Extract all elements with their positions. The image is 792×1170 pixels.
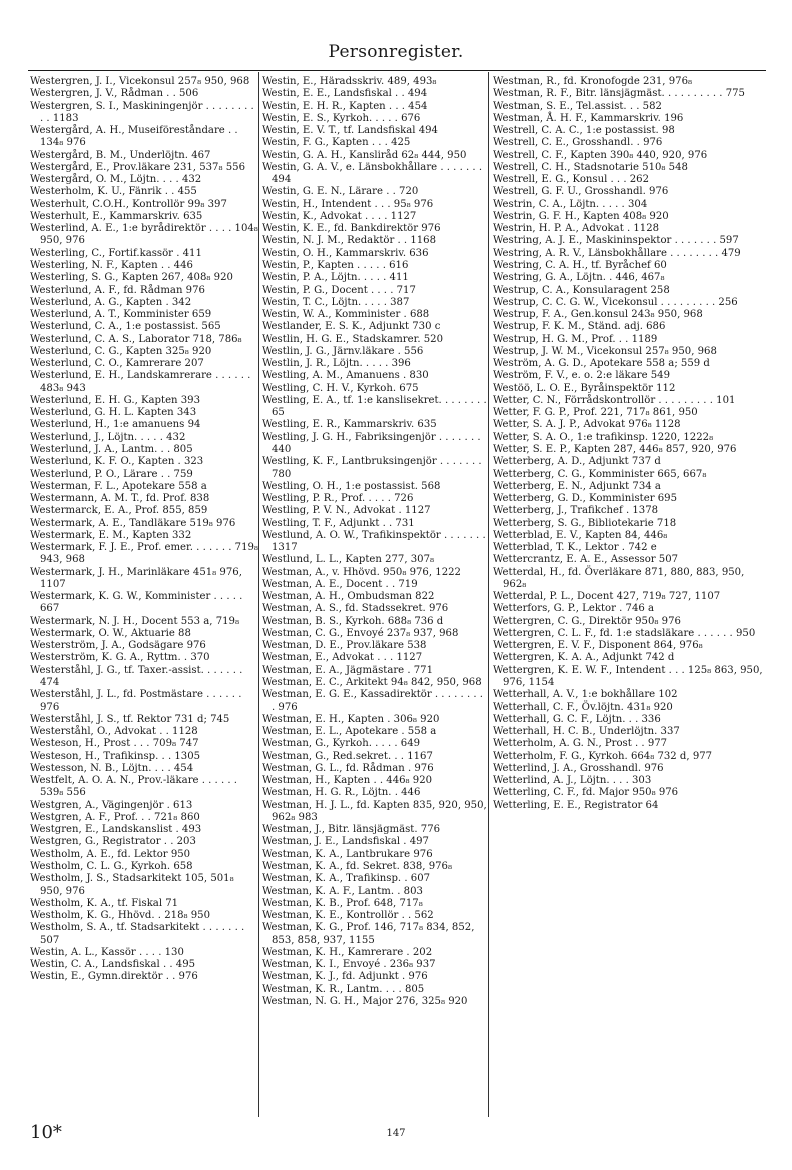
register-entry: Westman, K. A. F., Lantm. . 803	[262, 885, 423, 897]
register-entry: Wetterberg, J., Trafikchef . 1378	[493, 505, 659, 517]
register-entry: Westin, G. A. V., e. Länsbokhållare . . . . . . . 494	[262, 161, 483, 186]
register-entry: Weström, F. V., e. o. 2:e läkare 549	[493, 370, 671, 382]
register-entry: Westerlund, P. O., Lärare . . 759	[30, 468, 193, 480]
register-entry: Wetterblad, T. K., Lektor . 742 e	[493, 542, 657, 554]
register-entry: Westermark, N. J. H., Docent 553 a, 719₈	[30, 615, 240, 627]
register-entry: Westman, K. H., Kamrerare . 202	[262, 946, 433, 958]
register-entry: Westerståhl, J. S., tf. Rektor 731 d; 745	[30, 713, 230, 725]
register-entry: Weström, A. G. D., Apotekare 558 a; 559 d	[493, 358, 710, 370]
register-entry: Westring, G. A., Löjtn. . 446, 467₈	[493, 272, 665, 284]
register-entry: Westin, C. A., Landsfiskal . . 495	[30, 959, 196, 971]
register-entry: Westman, K. E., Kontrollör . . 562	[262, 910, 434, 922]
register-entry: Westergren, J. I., Vicekonsul 257₈ 950, 968	[30, 76, 250, 87]
register-entry: Westin, F. G., Kapten . . . 425	[262, 137, 411, 149]
register-entry: Wettergren, C. G., Direktör 950₈ 976	[493, 615, 681, 627]
register-entry: Westerlind, A. E., 1:e byrådirektör . . . . 104₈ 950, 976	[30, 223, 258, 247]
register-entry: Westlund, A. O. W., Trafikinspektör . . . . . . . 1317	[262, 529, 486, 554]
register-entry: Westrup, F. A., Gen.konsul 243₈ 950, 968	[493, 309, 703, 321]
register-entry: Westfelt, A. O. A. N., Prov.-läkare . . . . . . 539₈ 556	[30, 775, 237, 799]
register-entry: Westling, C. H. V., Kyrkoh. 675	[262, 382, 419, 394]
register-entry: Westin, K., Advokat . . . . 1127	[262, 210, 417, 222]
register-entry: Westman, G., Red.sekret. . . 1167	[262, 750, 433, 762]
register-entry: Westlander, E. S. K., Adjunkt 730 c	[262, 321, 441, 333]
register-entry: Westerling, C., Fortif.kassör . 411	[30, 247, 202, 259]
register-entry: Wetterdal, P. L., Docent 427, 719₈ 727, 1107	[493, 591, 721, 603]
register-entry: Westerman, F. L., Apotekare 558 a	[30, 480, 207, 492]
register-entry: Westerlund, A. T., Komminister 659	[30, 309, 212, 321]
register-entry: Westermark, J. H., Marinläkare 451₈ 976, 1107	[30, 566, 242, 590]
header-rule	[28, 70, 766, 71]
register-entry: Westholm, A. E., fd. Lektor 950	[30, 848, 191, 860]
register-entry: Westerlund, E. H. G., Kapten 393	[30, 394, 201, 406]
register-entry: Westerlund, C. O., Kamrerare 207	[30, 358, 204, 370]
register-entry: Westerhult, E., Kammarskriv. 635	[30, 210, 203, 222]
register-entry: Westholm, J. S., Stadsarkitekt 105, 501₈ 950, 976	[30, 873, 234, 897]
register-entry: Westin, O. H., Kammarskriv. 636	[262, 247, 429, 259]
register-entry: Westman, H., Kapten . . 446₈ 920	[262, 775, 433, 787]
register-entry: Westerlund, A. G., Kapten . 342	[30, 296, 192, 308]
register-entry: Westman, H. G. R., Löjtn. . 446	[262, 787, 421, 799]
register-entry: Westin, A. L., Kassör . . . . 130	[30, 946, 184, 958]
register-entry: Westman, K. G., Prof. 146, 717₈ 834, 852, 853, 858, 937, 1155	[262, 922, 475, 946]
register-entry: Wetterhall, C. F., Öv.löjtn. 431₈ 920	[493, 701, 673, 713]
register-entry: Wetter, F. G. P., Prof. 221, 717₈ 861, 950	[493, 407, 698, 419]
register-entry: Westman, K. A., fd. Sekret. 838, 976₈	[262, 861, 453, 872]
register-entry: Wetterhall, A. V., 1:e bokhållare 102	[493, 689, 678, 701]
register-entry: Westerståhl, O., Advokat . . 1128	[30, 726, 198, 738]
register-entry: Westgren, A., Vägingenjör . 613	[30, 799, 193, 811]
register-entry: Westling, K. F., Lantbruksingenjör . . . . . . . 780	[262, 456, 482, 480]
register-entry: Westeson, H., Trafikinsp. . . 1305	[30, 750, 201, 762]
register-entry: Westman, E. A., Jägmästare . 771	[262, 664, 434, 676]
register-entry: Westerling, N. F., Kapten . . 446	[30, 259, 193, 271]
register-entry: Westerståhl, J. G., tf. Taxer.-assist. . . . . . . 474	[30, 664, 243, 689]
register-entry: Westman, K. R., Lantm. . . . 805	[262, 983, 425, 995]
register-entry: Westrin, H. P. A., Advokat . 1128	[493, 223, 660, 235]
register-entry: Wetter, S. E. P., Kapten 287, 446₈ 857, 920, 976	[493, 443, 737, 455]
column-divider-1	[258, 72, 259, 1117]
register-entry: Westermann, A. M. T., fd. Prof. 838	[30, 493, 210, 505]
register-entry: Westerlund, C. A. S., Laborator 718, 786₈	[30, 333, 242, 345]
register-entry: Westring, A. J. E., Maskininspektor . . . . . . . 597	[493, 235, 739, 247]
register-entry: Wetterling, C. F., fd. Major 950₈ 976	[493, 787, 679, 799]
register-entry: Westman, G. L., fd. Rådman . 976	[262, 762, 434, 774]
register-entry: Wetterberg, G. D., Komminister 695	[493, 493, 678, 505]
register-entry: Westrup, J. W. M., Vicekonsul 257₈ 950, 968	[493, 345, 717, 357]
register-entry: Westrup, C. A., Konsularagent 258	[493, 284, 670, 296]
register-entry: Westrup, F. K. M., Ständ. adj. 686	[493, 321, 666, 333]
register-entry: Westman, A. E., Docent . . 719	[262, 578, 418, 590]
register-entry: Westrup, H. G. M., Prof. . . 1189	[493, 333, 658, 345]
register-entry: Wettergren, C. L. F., fd. 1:e stadsläkare . . . . . . 950	[493, 627, 756, 639]
register-entry: Westerlund, C. A., 1:e postassist. 565	[30, 321, 221, 333]
register-entry: Westin, P. G., Docent . . . . 717	[262, 284, 416, 296]
register-entry: Westerlund, J., Löjtn. . . . . 432	[30, 431, 186, 443]
register-entry: Westling, J. G. H., Fabriksingenjör . . . . . . . 440	[262, 431, 481, 455]
register-column-3	[493, 76, 765, 812]
register-entry: Westrell, C. H., Stadsnotarie 510₈ 548	[493, 161, 688, 173]
register-entry: Westin, N. J. M., Redaktör . . 1168	[262, 235, 437, 247]
register-entry: Westman, G., Kyrkoh. . . . . 649	[262, 738, 421, 750]
register-entry: Westermark, A. E., Tandläkare 519₈ 976	[30, 517, 236, 529]
register-entry: Wetterholm, A. G. N., Prost . . 977	[493, 738, 668, 750]
page-number: 147	[386, 1128, 406, 1139]
page-title: Personregister.	[328, 42, 464, 62]
register-entry: Wetterhall, H. C. B., Underlöjtn. 337	[493, 726, 680, 738]
register-entry: Wettergren, K. A. A., Adjunkt 742 d	[493, 652, 675, 664]
register-entry: Westerlund, H., 1:e amanuens 94	[30, 419, 201, 431]
register-entry: Wetterberg, A. D., Adjunkt 737 d	[493, 456, 661, 468]
register-entry: Westrup, C. C. G. W., Vicekonsul . . . . . . . . . 256	[493, 296, 738, 308]
register-entry: Westling, T. F., Adjunkt . . 731	[262, 517, 415, 529]
register-entry: Westergård, E., Prov.läkare 231, 537₈ 556	[30, 161, 245, 173]
register-entry: Westin, W. A., Komminister . 688	[262, 309, 430, 321]
register-entry: Westman, D. E., Prov.läkare 538	[262, 640, 427, 652]
register-entry: Westerhult, C.O.H., Kontrollör 99₈ 397	[30, 198, 227, 210]
register-entry: Westman, Å. H. F., Kammarskriv. 196	[493, 112, 684, 124]
register-entry: Wetterblad, E. V., Kapten 84, 446₈	[493, 529, 668, 541]
register-entry: Westrell, C. E., Grosshandl. . 976	[493, 137, 663, 149]
register-entry: Westrell, G. F. U., Grosshandl. 976	[493, 186, 669, 198]
register-entry: Westman, K. J., fd. Adjunkt . 976	[262, 971, 428, 983]
register-entry: Westman, K. A., Trafikinsp. . 607	[262, 873, 431, 885]
register-entry: Westman, A. H., Ombudsman 822	[262, 591, 435, 603]
register-entry: Westman, K. I., Envoyé . 236₈ 937	[262, 959, 436, 971]
register-entry: Westerholm, K. U., Fänrik . . 455	[30, 186, 197, 198]
register-entry: Westlin, J. R., Löjtn. . . . . 396	[262, 358, 411, 370]
register-entry: Westergren, J. V., Rådman . . 506	[30, 88, 199, 100]
register-entry: Westling, E. A., tf. 1:e kanslisekret. . . . . . . . 65	[262, 394, 487, 419]
register-entry: Westman, A. S., fd. Stadssekret. 976	[262, 603, 449, 615]
register-entry: Westerlund, E. H., Landskamrerare . . . . . . 483₈ 943	[30, 370, 251, 394]
register-entry: Westlin, H. G. E., Stadskamrer. 520	[262, 333, 444, 345]
register-entry: Westerståhl, J. L., fd. Postmästare . . . . . . 976	[30, 689, 242, 713]
register-entry: Westermark, O. W., Aktuarie 88	[30, 627, 191, 639]
register-entry: Westin, P., Kapten . . . . . 616	[262, 259, 409, 271]
register-entry: Westermark, F. J. E., Prof. emer. . . . . . . 719₈ 943, 968	[30, 542, 258, 566]
register-entry: Westin, E., Gymn.direktör . . 976	[30, 971, 198, 983]
register-entry: Westling, E. R., Kammarskriv. 635	[262, 419, 437, 431]
register-entry: Westesson, N. B., Löjtn. . . . 454	[30, 762, 194, 774]
register-entry: Westöö, L. O. E., Byråinspektör 112	[493, 382, 676, 394]
register-entry: Wetterhall, G. C. F., Löjtn. . . 336	[493, 713, 661, 725]
register-entry: Westin, G. A. H., Kansliråd 62₈ 444, 950	[262, 149, 467, 161]
register-entry: Westermark, E. M., Kapten 332	[30, 529, 192, 541]
register-entry: Westman, E. C., Arkitekt 94₈ 842, 950, 968	[262, 677, 482, 689]
register-entry: Westholm, K. G., Hhövd. . 218₈ 950	[30, 910, 211, 922]
register-entry: Westring, C. A. H., tf. Byråchef 60	[493, 259, 667, 271]
register-entry: Westin, E. V. T., tf. Landsfiskal 494	[262, 125, 438, 137]
register-entry: Westman, N. G. H., Major 276, 325₈ 920	[262, 995, 468, 1007]
register-entry: Westman, E. G. E., Kassadirektör . . . . . . . . . 976	[262, 689, 484, 713]
register-entry: Westergård, B. M., Underlöjtn. 467	[30, 149, 211, 161]
register-entry: Westman, B. S., Kyrkoh. 688₈ 736 d	[262, 615, 444, 627]
register-entry: Westerlund, J. A., Lantm. . . 805	[30, 443, 193, 455]
register-entry: Wetterberg, S. G., Bibliotekarie 718	[493, 517, 677, 529]
register-entry: Westerlund, G. H. L. Kapten 343	[30, 407, 197, 419]
register-entry: Westgren, A. F., Prof. . . 721₈ 860	[30, 811, 200, 823]
register-entry: Westman, H. J. L., fd. Kapten 835, 920, 950, 962₈ 983	[262, 799, 487, 823]
register-entry: Westin, P. A., Löjtn. . . . . 411	[262, 272, 409, 284]
register-entry: Westerlund, C. G., Kapten 325₈ 920	[30, 345, 212, 357]
register-entry: Westergård, A. H., Museiföreståndare . . 134₈ 976	[30, 125, 238, 149]
register-entry: Westermarck, E. A., Prof. 855, 859	[30, 505, 208, 517]
register-entry: Westman, C. G., Envoyé 237₈ 937, 968	[262, 627, 459, 639]
register-entry: Westman, S. E., Tel.assist. . . 582	[493, 100, 662, 112]
register-entry: Westin, T. C., Löjtn. . . . . 387	[262, 296, 410, 308]
register-entry: Westman, K. B., Prof. 648, 717₈	[262, 897, 423, 909]
register-entry: Westling, O. H., 1:e postassist. 568	[262, 480, 441, 492]
register-entry: Westman, R., fd. Kronofogde 231, 976₈	[493, 76, 693, 87]
register-entry: Wetterholm, F. G., Kyrkoh. 664₈ 732 d, 977	[493, 750, 713, 762]
register-entry: Westrin, G. F. H., Kapten 408₈ 920	[493, 210, 669, 222]
register-entry: Wetterlind, J. A., Grosshandl. 976	[493, 762, 664, 774]
register-entry: Westerström, J. A., Godsägare 976	[30, 640, 206, 652]
register-entry: Westergård, O. M., Löjtn. . . . 432	[30, 174, 202, 186]
register-entry: Westerlund, A. F., fd. Rådman 976	[30, 284, 205, 296]
register-entry: Westin, E. E., Landsfiskal . . 494	[262, 88, 428, 100]
register-entry: Westin, H., Intendent . . . 95₈ 976	[262, 198, 434, 210]
register-entry: Wetterberg, C. G., Komminister 665, 667₈	[493, 468, 707, 480]
register-entry: Westrin, C. A., Löjtn. . . . . 304	[493, 198, 648, 210]
register-entry: Westholm, S. A., tf. Stadsarkitekt . . . . . . . 507	[30, 922, 245, 946]
register-entry: Westling, A. M., Amanuens . 830	[262, 370, 429, 382]
register-entry: Westin, E. H. R., Kapten . . . 454	[262, 100, 428, 112]
register-entry: Westling, P. R., Prof. . . . . 726	[262, 493, 414, 505]
register-entry: Wettergren, E. V. F., Disponent 864, 976₈	[493, 640, 703, 652]
register-entry: Westin, E., Häradsskriv. 489, 493₈	[262, 76, 437, 87]
register-entry: Westermark, K. G. W., Komminister . . . . . 667	[30, 591, 243, 615]
register-entry: Wettercrantz, E. A. E., Assessor 507	[493, 554, 679, 566]
register-entry: Westman, E. H., Kapten . 306₈ 920	[262, 713, 440, 725]
register-entry: Wetterling, E. E., Registrator 64	[493, 799, 659, 811]
register-entry: Westholm, C. L. G., Kyrkoh. 658	[30, 861, 193, 872]
register-entry: Westgren, G., Registrator . . 203	[30, 836, 196, 848]
register-entry: Westin, G. E. N., Lärare . . 720	[262, 186, 419, 198]
register-entry: Westman, R. F., Bitr. länsjägmäst. . . . . . . . . . 775	[493, 88, 745, 100]
register-entry: Wetter, C. N., Förrådskontrollör . . . . . . . . . 101	[493, 394, 736, 406]
register-entry: Westrell, C. A. C., 1:e postassist. 98	[493, 125, 675, 137]
register-entry: Wetter, S. A. J. P., Advokat 976₈ 1128	[493, 419, 681, 431]
register-entry: Westman, J. E., Landsfiskal . 497	[262, 836, 429, 848]
register-entry: Westerström, K. G. A., Ryttm. . 370	[30, 652, 210, 664]
register-entry: Westeson, H., Prost . . . 709₈ 747	[30, 738, 199, 750]
register-entry: Wetterdal, H., fd. Överläkare 871, 880, 883, 950, 962₈	[493, 566, 745, 590]
register-entry: Westman, K. A., Lantbrukare 976	[262, 848, 433, 860]
column-divider-2	[488, 72, 489, 1117]
register-entry: Westgren, E., Landskanslist . 493	[30, 824, 202, 836]
register-entry: Westling, P. V. N., Advokat . 1127	[262, 505, 431, 517]
register-entry: Wetterlind, A. J., Löjtn. . . . 303	[493, 775, 652, 787]
register-entry: Westrell, C. F., Kapten 390₈ 440, 920, 976	[493, 149, 708, 161]
register-entry: Westerling, S. G., Kapten 267, 408₈ 920	[30, 272, 233, 284]
register-entry: Westman, E. L., Apotekare . 558 a	[262, 726, 437, 738]
signature-mark: 10*	[30, 1122, 62, 1143]
register-entry: Westergren, S. I., Maskiningenjör . . . . . . . . . . 1183	[30, 100, 254, 124]
register-entry: Westrell, E. G., Konsul . . . 262	[493, 174, 650, 186]
register-entry: Westman, J., Bitr. länsjägmäst. 776	[262, 824, 441, 836]
register-entry: Westman, E., Advokat . . . 1127	[262, 652, 423, 664]
register-entry: Wettergren, K. E. W. F., Intendent . . . 125₈ 863, 950, 976, 1154	[493, 664, 763, 689]
register-entry: Westring, A. R. V., Länsbokhållare . . . . . . . . 479	[493, 247, 741, 259]
register-entry: Wetterberg, E. N., Adjunkt 734 a	[493, 480, 661, 492]
register-entry: Westin, E. S., Kyrkoh. . . . . 676	[262, 112, 421, 124]
register-entry: Westholm, K. A., tf. Fiskal 71	[30, 897, 179, 909]
register-entry: Westin, K. E., fd. Bankdirektör 976	[262, 223, 441, 235]
register-column-2	[262, 76, 487, 1008]
register-entry: Wetterfors, G. P., Lektor . 746 a	[493, 603, 655, 615]
register-entry: Wetter, S. A. O., 1:e trafikinsp. 1220, 1222₈	[493, 431, 714, 443]
register-entry: Westlin, J. G., Järnv.läkare . 556	[262, 345, 424, 357]
register-entry: Westerlund, K. F. O., Kapten . 323	[30, 456, 204, 468]
register-entry: Westlund, L. L., Kapten 277, 307₈	[262, 554, 435, 566]
register-entry: Westman, A., v. Hhövd. 950₈ 976, 1222	[262, 566, 461, 578]
register-column-1	[30, 76, 258, 984]
